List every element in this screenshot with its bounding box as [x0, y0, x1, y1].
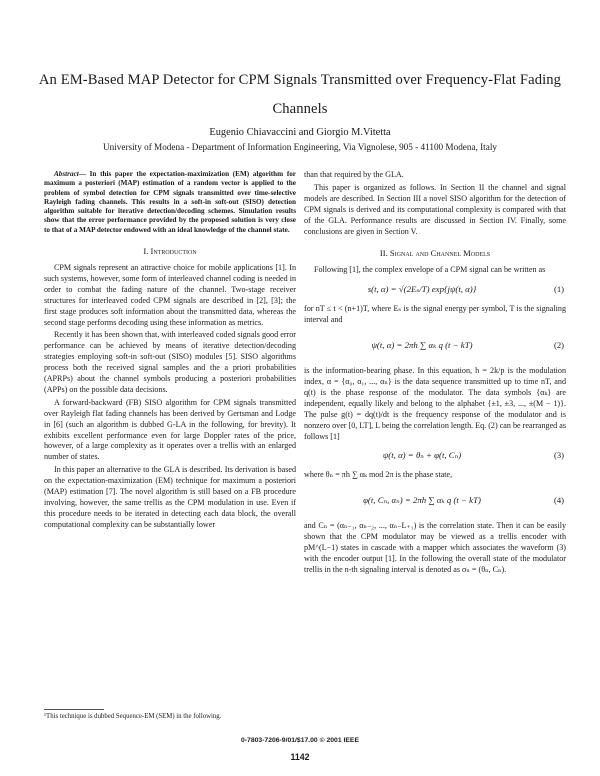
intro-paragraph: A forward-backward (FB) SISO algorithm for CPM signals transmitted over Rayleigh flat fading channels has been derived by Gertsman and Lodge in [6] (such an algorithm is dubbed G-LA in the following, for brevity). It exhibits excellent performance even for large Doppler rates of the price, however, of a large complexity as it operates over a trellis with an enlarged number of states.	[44, 397, 296, 462]
equation-2-formula: ψ(t, α) = 2πh ∑ αₖ q (t − kT)	[371, 340, 473, 351]
organization-paragraph: This paper is organized as follows. In Section II the channel and signal models are described. In Section III a novel SISO algorithm for the detection of CPM signals is derived and its computational complexity is compared with that of the GLA. Performance results are discussed in Section IV. Finally, some conclusions are given in Section V.	[304, 182, 566, 236]
models-paragraph: Following [1], the complex envelope of a CPM signal can be written as	[314, 265, 546, 275]
section-heading-models: II. Signal and Channel Models	[379, 248, 491, 259]
abstract-text: — In this paper the expectation-maximization (EM) algorithm for maximum a posteriori (MAP) estimation of a random vector is applied to the problem of symbol detection for CPM signals transmitted over time-selective Rayleigh fading channels. This results in a soft-in soft-out (SISO) detection algorithm suitable for iterative detection/decoding schemes. Simulation results show that the error performance provided by the proposed solution is very close to that of a MAP detector endowed with an ideal knowledge of the channel state.	[44, 170, 296, 234]
abstract-label: Abstract	[54, 170, 79, 178]
equation-4-formula: φ(t, Cₙ, αₙ) = 2πh ∑ αₖ q (t − kT)	[363, 495, 481, 506]
intro-paragraph: In this paper an alternative to the GLA is described. Its derivation is based on the expectation-maximization (EM) technique for maximum a posteriori (MAP) estimation [7]. The novel algorithm is still based on a FB procedure involving, however, the same trellis as the CPM modulation in use. Even if this procedure needs to be iterated in detecting each data block, the overall computational complexity can be substantially lower	[44, 465, 296, 529]
equation-2-number: (2)	[553, 340, 564, 351]
equation-3-number: (3)	[553, 450, 564, 461]
equation-4-number: (4)	[553, 495, 564, 506]
equation-1-formula: s(t, α) = √(2Eₛ/T) exp{jψ(t, α)}	[367, 284, 477, 295]
equation-1	[304, 279, 566, 301]
paper-authors: Eugenio Chiavaccini and Giorgio M.Vitetta	[209, 127, 391, 138]
copyright-line: 0-7803-7206-9/01/$17.00 © 2001 IEEE	[241, 737, 359, 744]
equation-4	[304, 484, 566, 518]
footnote-rule	[44, 709, 104, 710]
equation-3	[304, 445, 566, 467]
paper-title: An EM-Based MAP Detector for CPM Signals Transmitted over Frequency-Flat Fading Channels	[38, 72, 562, 117]
page-number: 1142	[290, 752, 310, 762]
equation-3-formula: ψ(t, α) = θₙ + φ(t, Cₙ)	[382, 450, 462, 461]
models-paragraph: where θₙ = πh ∑ αₖ mod 2π is the phase state,	[304, 470, 453, 480]
paper-affiliation: University of Modena - Department of Information Engineering, Via Vignolese, 905 - 41100 Modena, Italy	[103, 142, 497, 152]
right-column	[304, 170, 566, 578]
models-paragraph: is the information-bearing phase. In this equation, h = 2k/p is the modulation index, α = {α₀, α₁, ..., αₙ} is the data sequence transmitted up to time nT, and q(t) is the phase response of the modulator. The data symbols {αₖ} are independent, equally likely and belong to the alphabet {±1, ±3, ..., ±(M − 1)}. The pulse g(t) = dq(t)/dt is the frequency response of the modulator and is nonzero over [0, LT], L being the correlation length. Eq. (2) can be rearranged as follows [1]	[304, 366, 566, 441]
intro-paragraph: Recently it has been shown that, with interleaved coded signals good error performance can be achieved by means of iterative detection/decoding strategies employing soft-in soft-out (SISO) modules [5]. SISO algorithms process both the received signal samples and the a priori probabilities (APRPs) about the channel symbols producing a posteriori probabilities (APPs) on the possible data decisions.	[44, 330, 296, 394]
equation-1-number: (1)	[553, 284, 564, 295]
left-column	[44, 170, 296, 533]
models-paragraph: and Cₙ = (αₙ₋₁, αₙ₋₂, ..., αₙ₋L₊₁) is the correlation state. Then it can be easily shown that the CPM modulator may be viewed as a trellis encoder with pM^(L−1) states in cascade with a mapper which associates the waveform (3) with the encoder output [1]. In the following the overall state of the modulator trellis in the n-th signaling interval is denoted as σₙ = (θₙ, Cₙ).	[304, 521, 566, 574]
footnote: ¹This technique is dubbed Sequence-EM (SEM) in the following.	[44, 713, 222, 720]
section-heading-introduction: I. Introduction	[143, 246, 197, 257]
intro-paragraph: CPM signals represent an attractive choice for mobile applications [1]. In such systems, however, some form of interleaved channel coding is needed in order to combat the fading nature of the channel. Two-stage receiver structures for interleaved coded CPM signals are described in [2], [3]; the first stage produces soft information about the transmitted data, whereas the second stage performs decoding using these information as metrics.	[44, 262, 296, 327]
models-paragraph: for nT ≤ t < (n+1)T, where Eₛ is the signal energy per symbol, T is the signaling interval and	[304, 304, 566, 325]
intro-continuation: than that required by the GLA.	[304, 170, 404, 179]
equation-2	[304, 329, 566, 363]
abstract	[44, 170, 296, 235]
